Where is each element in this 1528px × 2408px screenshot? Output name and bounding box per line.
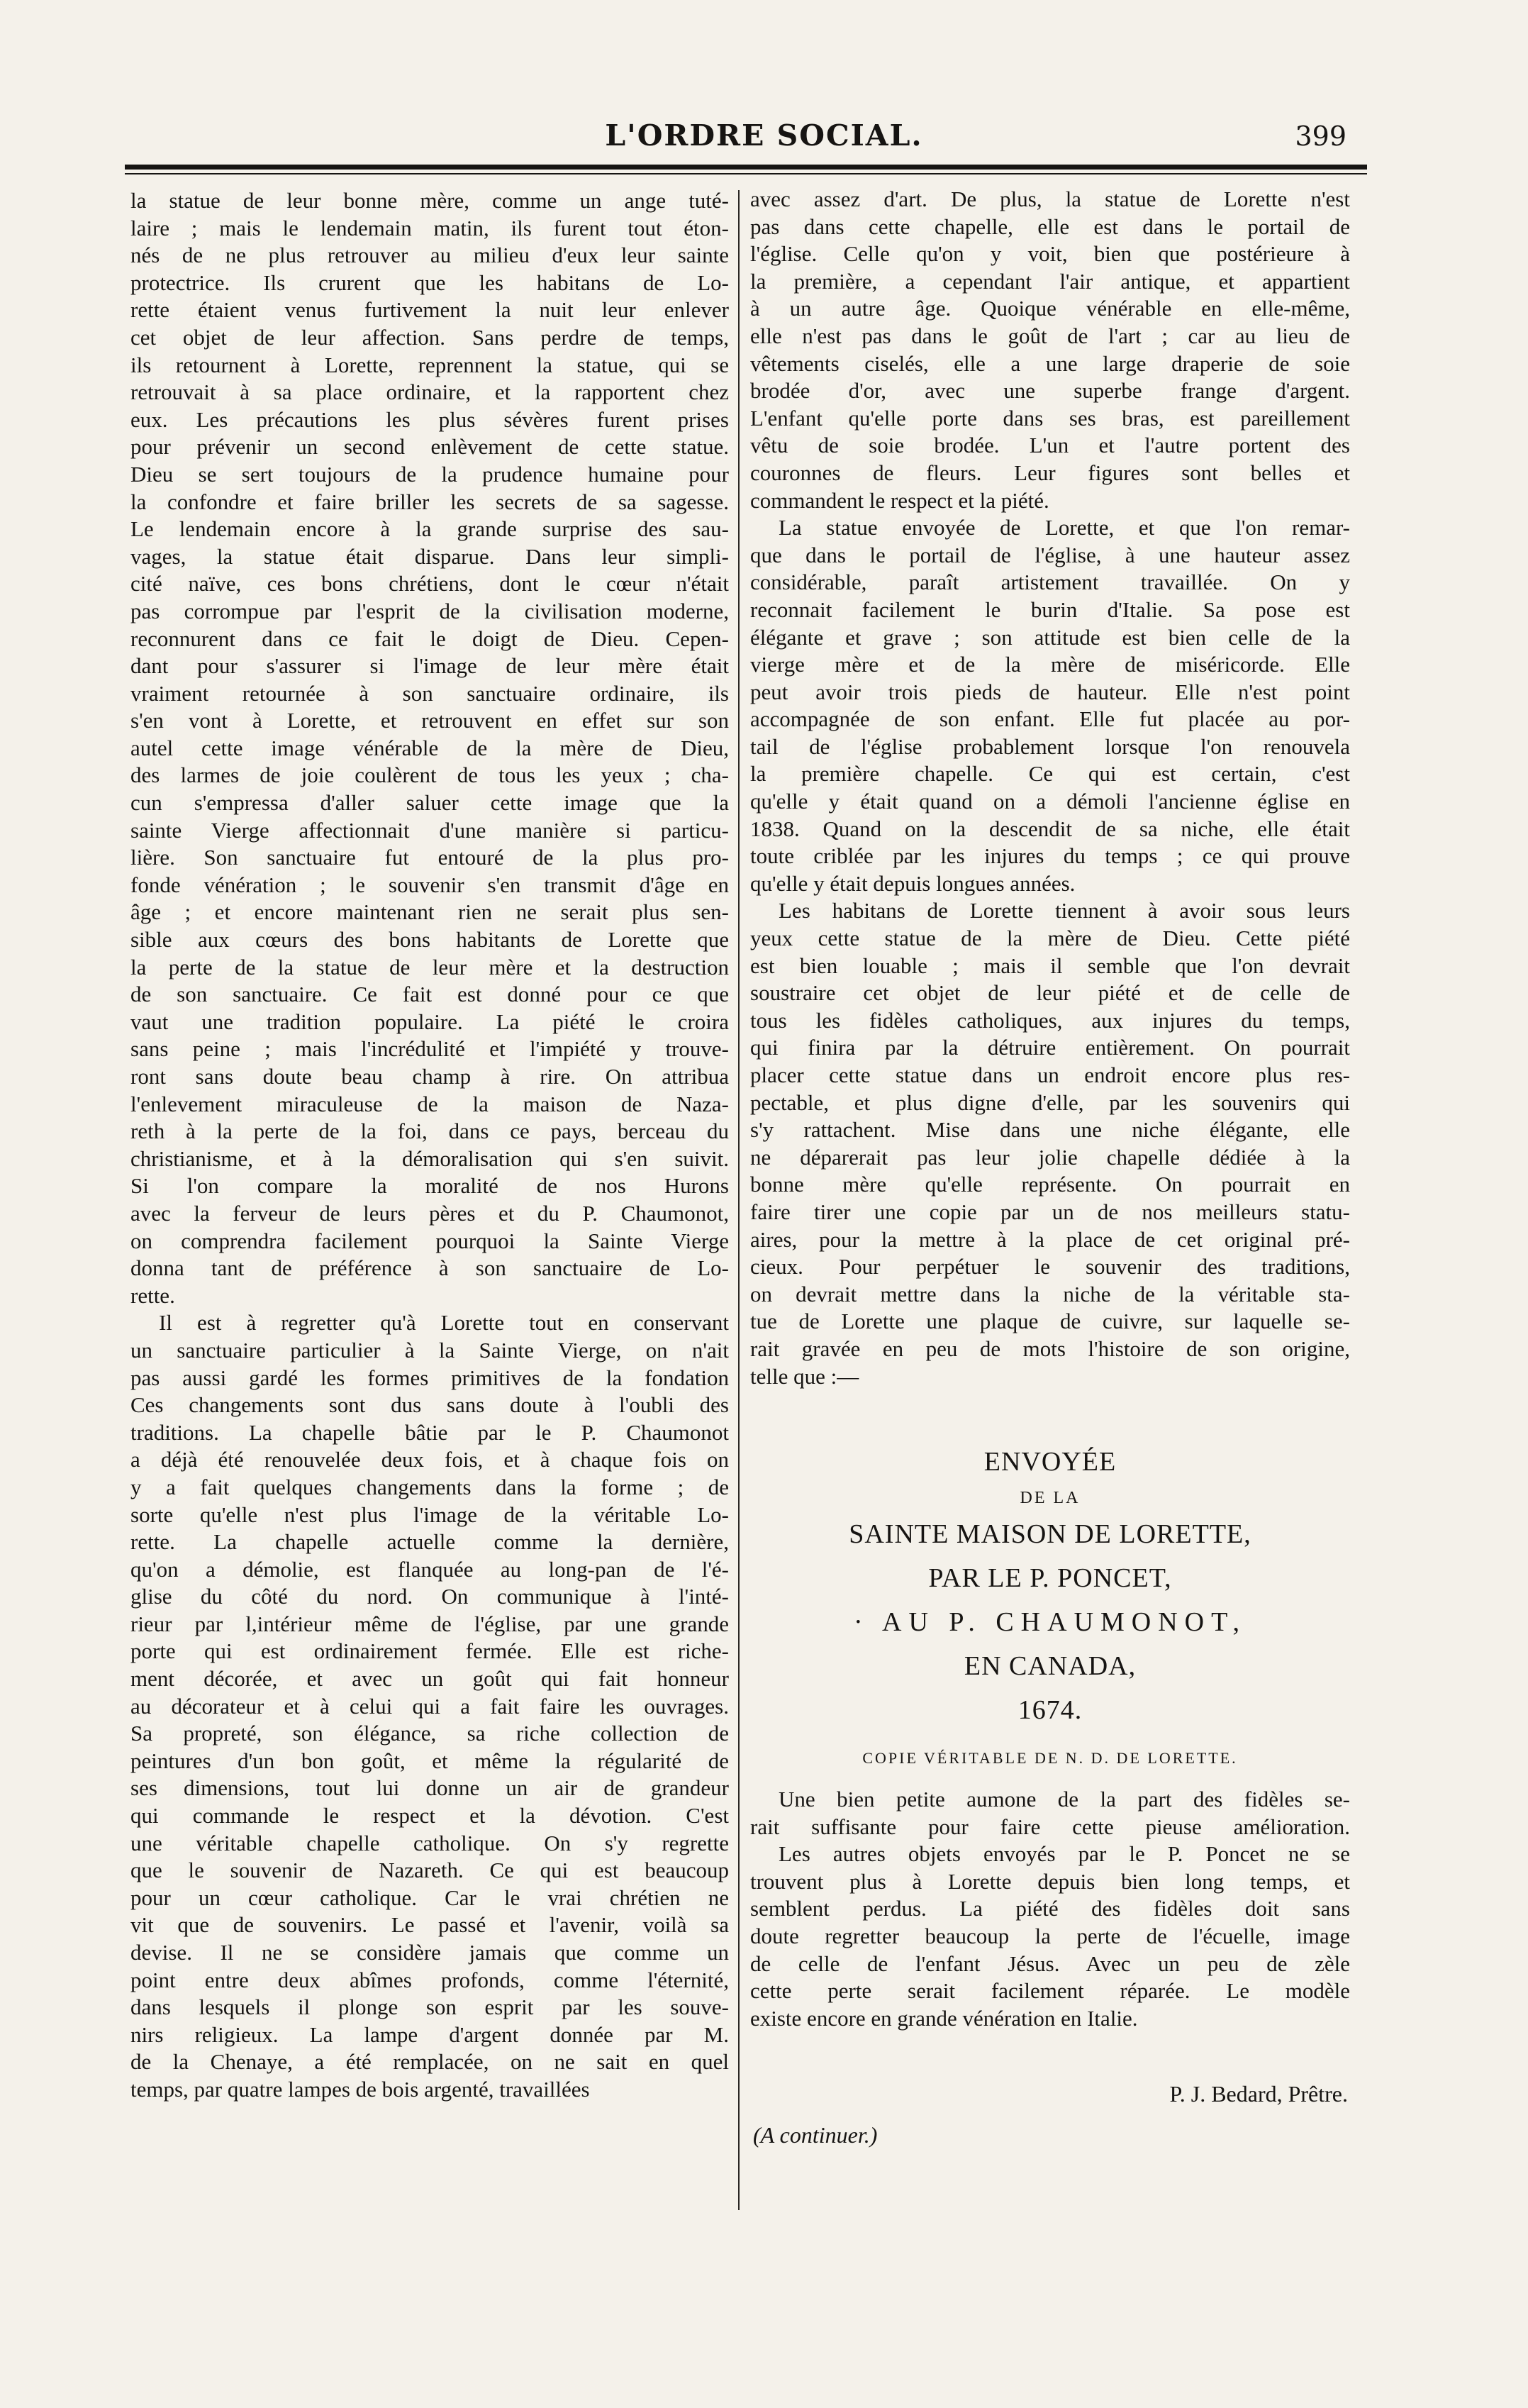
- text-line: Sa propreté, son élégance, sa riche collection de: [130, 1721, 729, 1746]
- text-line: glise du côté du nord. On communique à l'inté-: [130, 1584, 729, 1609]
- text-line: La statue envoyée de Lorette, et que l'on remar-: [779, 515, 1350, 540]
- text-line: tous les fidèles catholiques, aux injures du temps,: [750, 1007, 1350, 1033]
- text-line: temps, par quatre lampes de bois argenté, travaillées: [130, 2076, 590, 2102]
- text-line: avec assez d'art. De plus, la statue de Lorette n'est: [750, 187, 1350, 211]
- text-line: sorte qu'elle n'est plus l'image de la véritable Lo-: [130, 1502, 729, 1527]
- text-line: ment décorée, et avec un goût qui fait honneur: [130, 1666, 729, 1692]
- text-line: que dans le portail de l'église, à une hauteur assez: [750, 542, 1350, 567]
- inscription-line: DE LA: [1020, 1489, 1081, 1507]
- text-line: une véritable chapelle catholique. On s'y regrette: [130, 1830, 729, 1855]
- text-line: la perte de la statue de leur mère et la destruction: [130, 954, 729, 980]
- text-line: de la Chenaye, a été remplacée, on ne sait en quel: [130, 2049, 729, 2075]
- text-line: Le lendemain encore à la grande surprise des sau-: [130, 516, 729, 542]
- inscription-line: · AU P. CHAUMONOT,: [853, 1607, 1247, 1637]
- text-line: tue de Lorette une plaque de cuivre, sur laquelle se-: [750, 1309, 1350, 1334]
- text-line: âge ; et encore maintenant rien ne serait plus sen-: [130, 899, 729, 925]
- running-title: L'ORDRE SOCIAL.: [605, 118, 923, 152]
- text-line: sible aux cœurs des bons habitants de Lorette que: [130, 927, 729, 953]
- text-line: accompagnée de son enfant. Elle fut placée au por-: [750, 706, 1350, 732]
- continuation-note: (A continuer.): [753, 2122, 878, 2148]
- text-line: Une bien petite aumone de la part des fidèles se-: [779, 1787, 1350, 1811]
- text-line: L'enfant qu'elle porte dans ses bras, est pareillement: [750, 405, 1350, 431]
- text-line: placer cette statue dans un endroit encore plus res-: [750, 1062, 1350, 1087]
- text-line: vages, la statue était disparue. Dans leur simpli-: [130, 543, 729, 569]
- text-line: existe encore en grande vénération en Italie.: [750, 2005, 1138, 2031]
- text-line: toute criblée par les injures du temps ; ce qui prouve: [750, 843, 1350, 869]
- text-line: élégante et grave ; son attitude est bien celle de la: [750, 624, 1350, 650]
- inscription-line: EN CANADA,: [964, 1651, 1137, 1681]
- page-number: 399: [1295, 121, 1346, 152]
- text-line: on comprendra facilement pourquoi la Sainte Vierge: [130, 1228, 729, 1253]
- signature: P. J. Bedard, Prêtre.: [1169, 2081, 1348, 2107]
- text-line: avec la ferveur de leurs pères et du P. Chaumonot,: [130, 1200, 729, 1226]
- text-line: ne déparerait pas leur jolie chapelle dédiée à la: [750, 1144, 1350, 1170]
- text-line: couronnes de fleurs. Leur figures sont belles et: [750, 460, 1350, 485]
- text-line: reth à la perte de la foi, dans ce pays, berceau du: [130, 1119, 729, 1144]
- text-line: rette. La chapelle actuelle comme la dernière,: [130, 1529, 729, 1555]
- text-line: vraiment retournée à son sanctuaire ordinaire, ils: [130, 680, 729, 706]
- text-line: s'y rattachent. Mise dans une niche élégante, elle: [750, 1117, 1350, 1143]
- header-rule: [125, 165, 1367, 170]
- text-line: qui commande le respect et la dévotion. C'est: [130, 1803, 729, 1829]
- header-rule-thin: [125, 173, 1367, 174]
- text-line: sans peine ; mais l'incrédulité et l'impiété y trouve-: [130, 1036, 729, 1062]
- text-line: Si l'on compare la moralité de nos Hurons: [130, 1173, 729, 1199]
- text-line: cieux. Pour perpétuer le souvenir des traditions,: [750, 1254, 1350, 1280]
- text-line: de celle de l'enfant Jésus. Avec un peu de zèle: [750, 1951, 1350, 1976]
- column-divider: [738, 190, 740, 2210]
- text-line: cité naïve, ces bons chrétiens, dont le cœur n'était: [130, 571, 729, 597]
- text-line: devise. Il ne se considère jamais que comme un: [130, 1940, 729, 1965]
- text-line: brodée d'or, avec une superbe frange d'argent.: [750, 378, 1350, 404]
- text-line: fonde vénération ; le souvenir s'en transmit d'âge en: [130, 872, 729, 897]
- text-line: y a fait quelques changements dans la forme ; de: [130, 1474, 729, 1499]
- text-line: nirs religieux. La lampe d'argent donnée par M.: [130, 2021, 729, 2047]
- text-line: trouvent plus à Lorette depuis bien long temps, et: [750, 1868, 1350, 1894]
- text-line: 1838. Quand on la descendit de sa niche, elle était: [750, 816, 1350, 841]
- left-column: [130, 187, 729, 2104]
- text-line: considérable, paraît artistement travaillée. On y: [750, 570, 1350, 595]
- text-line: dant pour s'assurer si l'image de leur mère était: [130, 653, 729, 679]
- text-line: ront sans doute beau champ à rire. On attribua: [130, 1064, 729, 1089]
- text-line: cun s'empressa d'aller saluer cette image que la: [130, 790, 729, 816]
- text-line: vêtements ciselés, elle a une large draperie de soie: [750, 350, 1350, 376]
- text-line: telle que :—: [750, 1363, 859, 1389]
- text-line: des larmes de joie coulèrent de tous les yeux ; cha-: [130, 762, 729, 788]
- text-line: la confondre et faire briller les secrets de sa sagesse.: [130, 489, 729, 514]
- text-line: reconnait facilement le burin d'Italie. Sa pose est: [750, 597, 1350, 622]
- text-line: vierge mère et de la mère de miséricorde. Elle: [750, 652, 1350, 677]
- right-column: [750, 186, 1350, 1390]
- text-line: elle n'est pas dans le goût de l'art ; car au lieu de: [750, 323, 1350, 348]
- text-line: est bien louable ; mais il semble que l'on devrait: [750, 953, 1350, 978]
- text-line: pour un cœur catholique. Car le vrai chrétien ne: [130, 1885, 729, 1910]
- text-line: Les autres objets envoyés par le P. Poncet ne se: [779, 1841, 1350, 1867]
- text-line: aires, pour la mettre à la place de cet original pré-: [750, 1226, 1350, 1252]
- text-line: s'en vont à Lorette, et retrouvent en effet sur son: [130, 708, 729, 733]
- text-line: pas dans cette chapelle, elle est dans le portail de: [750, 213, 1350, 239]
- text-line: l'enlevement miraculeuse de la maison de Naza-: [130, 1091, 729, 1116]
- text-line: l'église. Celle qu'on y voit, bien que postérieure à: [750, 241, 1350, 267]
- text-line: retrouvait à sa place ordinaire, et la rapportent chez: [130, 379, 729, 405]
- text-line: ils retournent à Lorette, reprennent la statue, qui se: [130, 352, 729, 377]
- text-line: Il est à regretter qu'à Lorette tout en conservant: [159, 1310, 729, 1336]
- text-line: la première chapelle. Ce qui est certain, c'est: [750, 761, 1350, 787]
- text-line: pas aussi gardé les formes primitives de la fondation: [130, 1365, 729, 1390]
- text-line: faire tirer une copie par un de nos meilleurs statu-: [750, 1199, 1350, 1224]
- text-line: que le souvenir de Nazareth. Ce qui est beaucoup: [130, 1858, 729, 1883]
- inscription-line: 1674.: [1017, 1695, 1083, 1725]
- inscription-line: ENVOYÉE: [983, 1447, 1117, 1477]
- text-line: peintures d'un bon goût, et même la régularité de: [130, 1748, 729, 1773]
- text-line: à un autre âge. Quoique vénérable en elle-même,: [750, 296, 1350, 321]
- text-line: lière. Son sanctuaire fut entouré de la plus pro-: [130, 845, 729, 870]
- text-line: qu'elle y était depuis longues années.: [750, 870, 1076, 896]
- text-line: tail de l'église probablement lorsque l'on renouvela: [750, 733, 1350, 759]
- text-line: doute regretter beaucoup la perte de l'écuelle, image: [750, 1923, 1350, 1948]
- text-line: peut avoir trois pieds de hauteur. Elle n'est point: [750, 679, 1350, 704]
- text-line: la statue de leur bonne mère, comme un ange tuté-: [130, 188, 729, 213]
- text-line: traditions. La chapelle bâtie par le P. Chaumonot: [130, 1419, 729, 1445]
- inscription-line: SAINTE MAISON DE LORETTE,: [849, 1519, 1251, 1549]
- text-line: rieur par l,intérieur même de l'église, par une grande: [130, 1611, 729, 1636]
- text-line: un sanctuaire particulier à la Sainte Vierge, on n'ait: [130, 1337, 729, 1363]
- text-line: ses dimensions, tout lui donne un air de grandeur: [130, 1775, 729, 1801]
- text-line: on devrait mettre dans la niche de la véritable sta-: [750, 1281, 1350, 1306]
- text-line: point entre deux abîmes profonds, comme l'éternité,: [130, 1967, 729, 1992]
- text-line: christianisme, et à la démoralisation qui s'en suivit.: [130, 1145, 729, 1171]
- text-line: Ces changements sont dus sans doute à l'oubli des: [130, 1392, 729, 1418]
- text-line: qu'elle y était quand on a démoli l'ancienne église en: [750, 789, 1350, 814]
- inscription-line: PAR LE P. PONCET,: [928, 1563, 1172, 1593]
- text-line: Dieu se sert toujours de la prudence humaine pour: [130, 461, 729, 487]
- text-line: semblent perdus. La piété des fidèles doit sans: [750, 1896, 1350, 1921]
- text-line: pas corrompue par l'esprit de la civilisation moderne,: [130, 598, 729, 623]
- text-line: vêtu de soie brodée. L'un et l'autre portent des: [750, 433, 1350, 458]
- text-line: au décorateur et à celui qui a fait faire les ouvrages.: [130, 1693, 729, 1719]
- text-line: protectrice. Ils crurent que les habitans de Lo-: [130, 270, 729, 295]
- text-line: rait gravée en peu de mots l'histoire de son origine,: [750, 1336, 1350, 1361]
- text-line: reconnurent dans ce fait le doigt de Dieu. Cepen-: [130, 626, 729, 651]
- text-line: autel cette image vénérable de la mère de Dieu,: [130, 735, 729, 760]
- text-line: la première, a cependant l'air antique, et appartient: [750, 268, 1350, 294]
- text-line: soustraire cet objet de leur piété et de celle de: [750, 980, 1350, 1006]
- text-line: pour prévenir un second enlèvement de cette statue.: [130, 434, 729, 460]
- text-line: commandent le respect et la piété.: [750, 487, 1049, 513]
- text-line: de son sanctuaire. Ce fait est donné pour ce que: [130, 982, 729, 1007]
- text-line: rette.: [130, 1282, 175, 1308]
- text-line: a déjà été renouvelée deux fois, et à chaque fois on: [130, 1447, 729, 1472]
- text-line: Les habitans de Lorette tiennent à avoir sous leurs: [779, 898, 1350, 923]
- text-line: pectable, et plus digne d'elle, par les souvenirs qui: [750, 1089, 1350, 1115]
- text-line: eux. Les précautions les plus sévères furent prises: [130, 406, 729, 432]
- text-line: sainte Vierge affectionnait d'une manière si particu-: [130, 817, 729, 843]
- text-line: vit que de souvenirs. Le passé et l'avenir, voilà sa: [130, 1912, 729, 1938]
- text-line: dans lesquels il plonge son esprit par les souve-: [130, 1994, 729, 2020]
- text-line: rait suffisante pour faire cette pieuse amélioration.: [750, 1814, 1350, 1839]
- inscription-block: [750, 1440, 1350, 1779]
- text-line: nés de ne plus retrouver au milieu d'eux leur sainte: [130, 243, 729, 268]
- text-line: bonne mère qu'elle représente. On pourrait en: [750, 1172, 1350, 1197]
- text-line: cette perte serait facilement réparée. Le modèle: [750, 1978, 1350, 2004]
- text-line: rette étaient venus furtivement la nuit leur enlever: [130, 297, 729, 323]
- text-line: laire ; mais le lendemain matin, ils furent tout éton-: [130, 215, 729, 240]
- text-line: qu'on a démolie, est flanquée au long-pan de l'é-: [130, 1556, 729, 1582]
- right-column-after: [750, 1786, 1350, 2032]
- text-line: cet objet de leur affection. Sans perdre de temps,: [130, 324, 729, 350]
- text-line: donna tant de préférence à son sanctuaire de Lo-: [130, 1255, 729, 1281]
- text-line: vaut une tradition populaire. La piété le croira: [130, 1009, 729, 1034]
- text-line: yeux cette statue de la mère de Dieu. Cette piété: [750, 926, 1350, 951]
- text-line: porte qui est ordinairement fermée. Elle est riche-: [130, 1638, 729, 1664]
- inscription-note: COPIE VÉRITABLE DE N. D. DE LORETTE.: [862, 1749, 1238, 1767]
- text-line: qui finira par la détruire entièrement. On pourrait: [750, 1035, 1350, 1060]
